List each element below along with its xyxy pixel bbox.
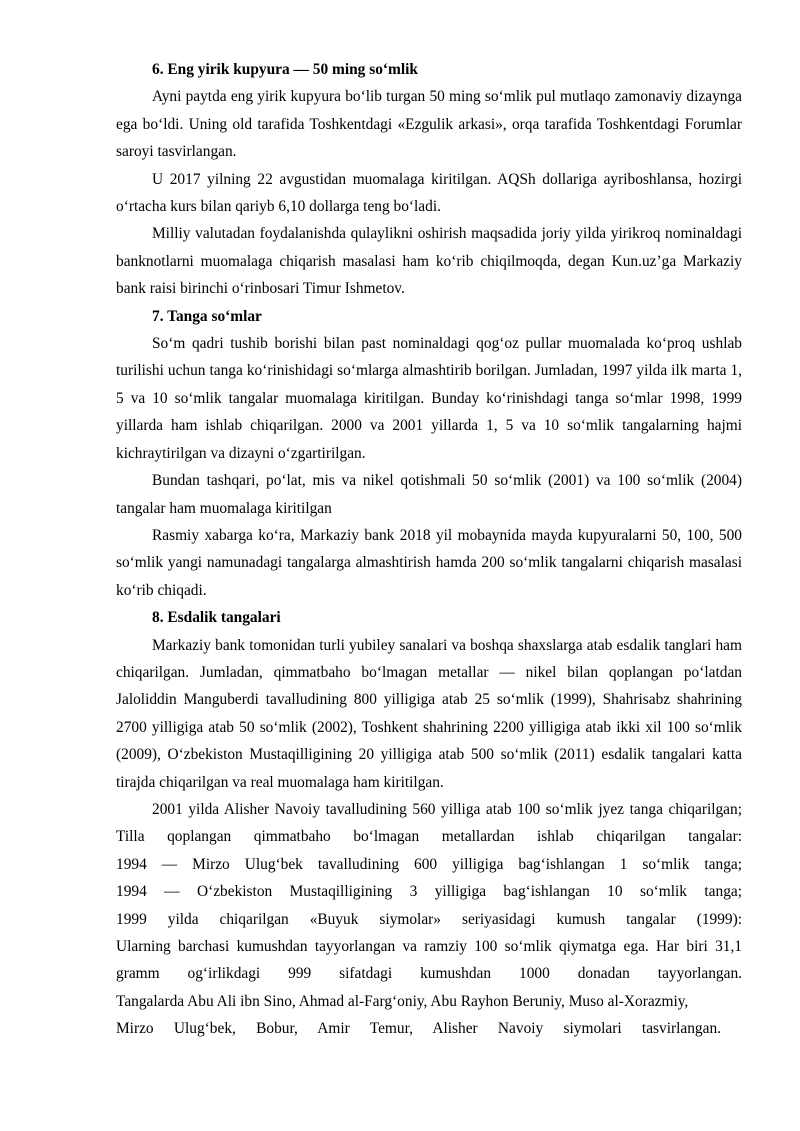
paragraph-line: Tilla qoplangan qimmatbaho bo‘lmagan metallardan ishlab chiqarilgan tangalar: bbox=[116, 828, 742, 846]
paragraph-line: Ularning barchasi kumushdan tayyorlangan va ramziy 100 so‘mlik qiymatga ega. Har biri 31,1 bbox=[116, 938, 742, 955]
paragraph-line: Mirzo Ulug‘bek, Bobur, Amir Temur, Alisher Navoiy siymolari tasvirlangan. bbox=[116, 1020, 721, 1038]
document-page bbox=[116, 56, 742, 1043]
paragraph-line: gramm og‘irlikdagi 999 sifatdagi kumushdan 1000 donadan tayyorlangan. bbox=[116, 965, 742, 983]
section-heading-7: 7. Tanga so‘mlar bbox=[152, 307, 262, 325]
paragraph-line: 2001 yilda Alisher Navoiy tavalludining 560 yilliga atab 100 so‘mlik jyez tanga chiqarilgan; bbox=[152, 800, 742, 818]
paragraph: So‘m qadri tushib borishi bilan past nominaldagi qog‘oz pullar muomalada ko‘proq ushlab turilishi uchun tanga ko‘rinishidagi so‘mlarga almashtirib borilgan. Jumladan, 1997 yilda ilk marta 1, 5 va 10 so‘mlik tangalar muomalaga kiritilgan. Bunday ko‘rinishdagi tanga so‘mlar 1998, 1999 yillarda ham ishlab chiqarilgan. 2000 va 2001 yillarda 1, 5 va 10 so‘mlik tangalarning hajmi kichraytirilgan va dizayni o‘zgartirilgan. bbox=[116, 335, 742, 462]
paragraph: U 2017 yilning 22 avgustidan muomalaga kiritilgan. AQSh dollariga ayriboshlansa, hozirgi o‘rtacha kurs bilan qariyb 6,10 dollarga teng bo‘ladi. bbox=[116, 170, 742, 216]
paragraph: Bundan tashqari, po‘lat, mis va nikel qotishmali 50 so‘mlik (2001) va 100 so‘mlik (2004) tangalar ham muomalaga kiritilgan bbox=[116, 472, 742, 517]
paragraph-line: Tangalarda Abu Ali ibn Sino, Ahmad al-Farg‘oniy, Abu Rayhon Beruniy, Muso al-Xorazmiy, bbox=[116, 992, 689, 1010]
coin-list-paragraph bbox=[116, 796, 742, 1043]
paragraph-line: 1994 — O‘zbekiston Mustaqilligining 3 yilligiga bag‘ishlangan 10 so‘mlik tanga; bbox=[116, 883, 742, 901]
section-heading-8: 8. Esdalik tangalari bbox=[152, 609, 281, 627]
paragraph: Rasmiy xabarga ko‘ra, Markaziy bank 2018 yil mobaynida mayda kupyuralarni 50, 100, 500 so‘mlik yangi namunadagi tangalarga almashtirish hamda 200 so‘mlik tangalarni chiqarish masalasi ko‘rib chiqadi. bbox=[116, 526, 742, 599]
section-heading-6: 6. Eng yirik kupyura — 50 ming so‘mlik bbox=[152, 61, 418, 78]
paragraph: Markaziy bank tomonidan turli yubiley sanalari va boshqa shaxslarga atab esdalik tanglari ham chiqarilgan. Jumladan, qimmatbaho bo‘lmagan metallar — nikel bilan qoplangan po‘latdan Jaloliddin Manguberdi tavalludining 800 yilligiga atab 25 so‘mlik (1999), Shahrisabz shahrining 2700 yilligiga atab 50 so‘mlik (2002), Toshkent shahrining 2200 yilligiga atab ikki xil 100 so‘mlik (2009), O‘zbekiston Mustaqilligining 20 yilligiga atab 500 so‘mlik (2011) esdalik tangalari katta tirajda chiqarilgan va real muomalaga ham kiritilgan. bbox=[116, 636, 742, 791]
paragraph-line: 1999 yilda chiqarilgan «Buyuk siymolar» seriyasidagi kumush tangalar (1999): bbox=[116, 910, 742, 928]
paragraph-line: 1994 — Mirzo Ulug‘bek tavalludining 600 yilligiga bag‘ishlangan 1 so‘mlik tanga; bbox=[116, 855, 742, 873]
paragraph: Ayni paytda eng yirik kupyura bo‘lib turgan 50 ming so‘mlik pul mutlaqo zamonaviy dizaynga ega bo‘ldi. Uning old tarafida Toshkentdagi «Ezgulik arkasi», orqa tarafida Toshkentdagi Forumlar saroyi tasvirlangan. bbox=[116, 88, 742, 161]
paragraph: Milliy valutadan foydalanishda qulaylikni oshirish maqsadida joriy yilda yirikroq nominaldagi banknotlarni muomalaga chiqarish masalasi ham ko‘rib chiqilmoqda, degan Kun.uz’ga Markaziy bank raisi birinchi o‘rinbosari Timur Ishmetov. bbox=[116, 225, 742, 298]
